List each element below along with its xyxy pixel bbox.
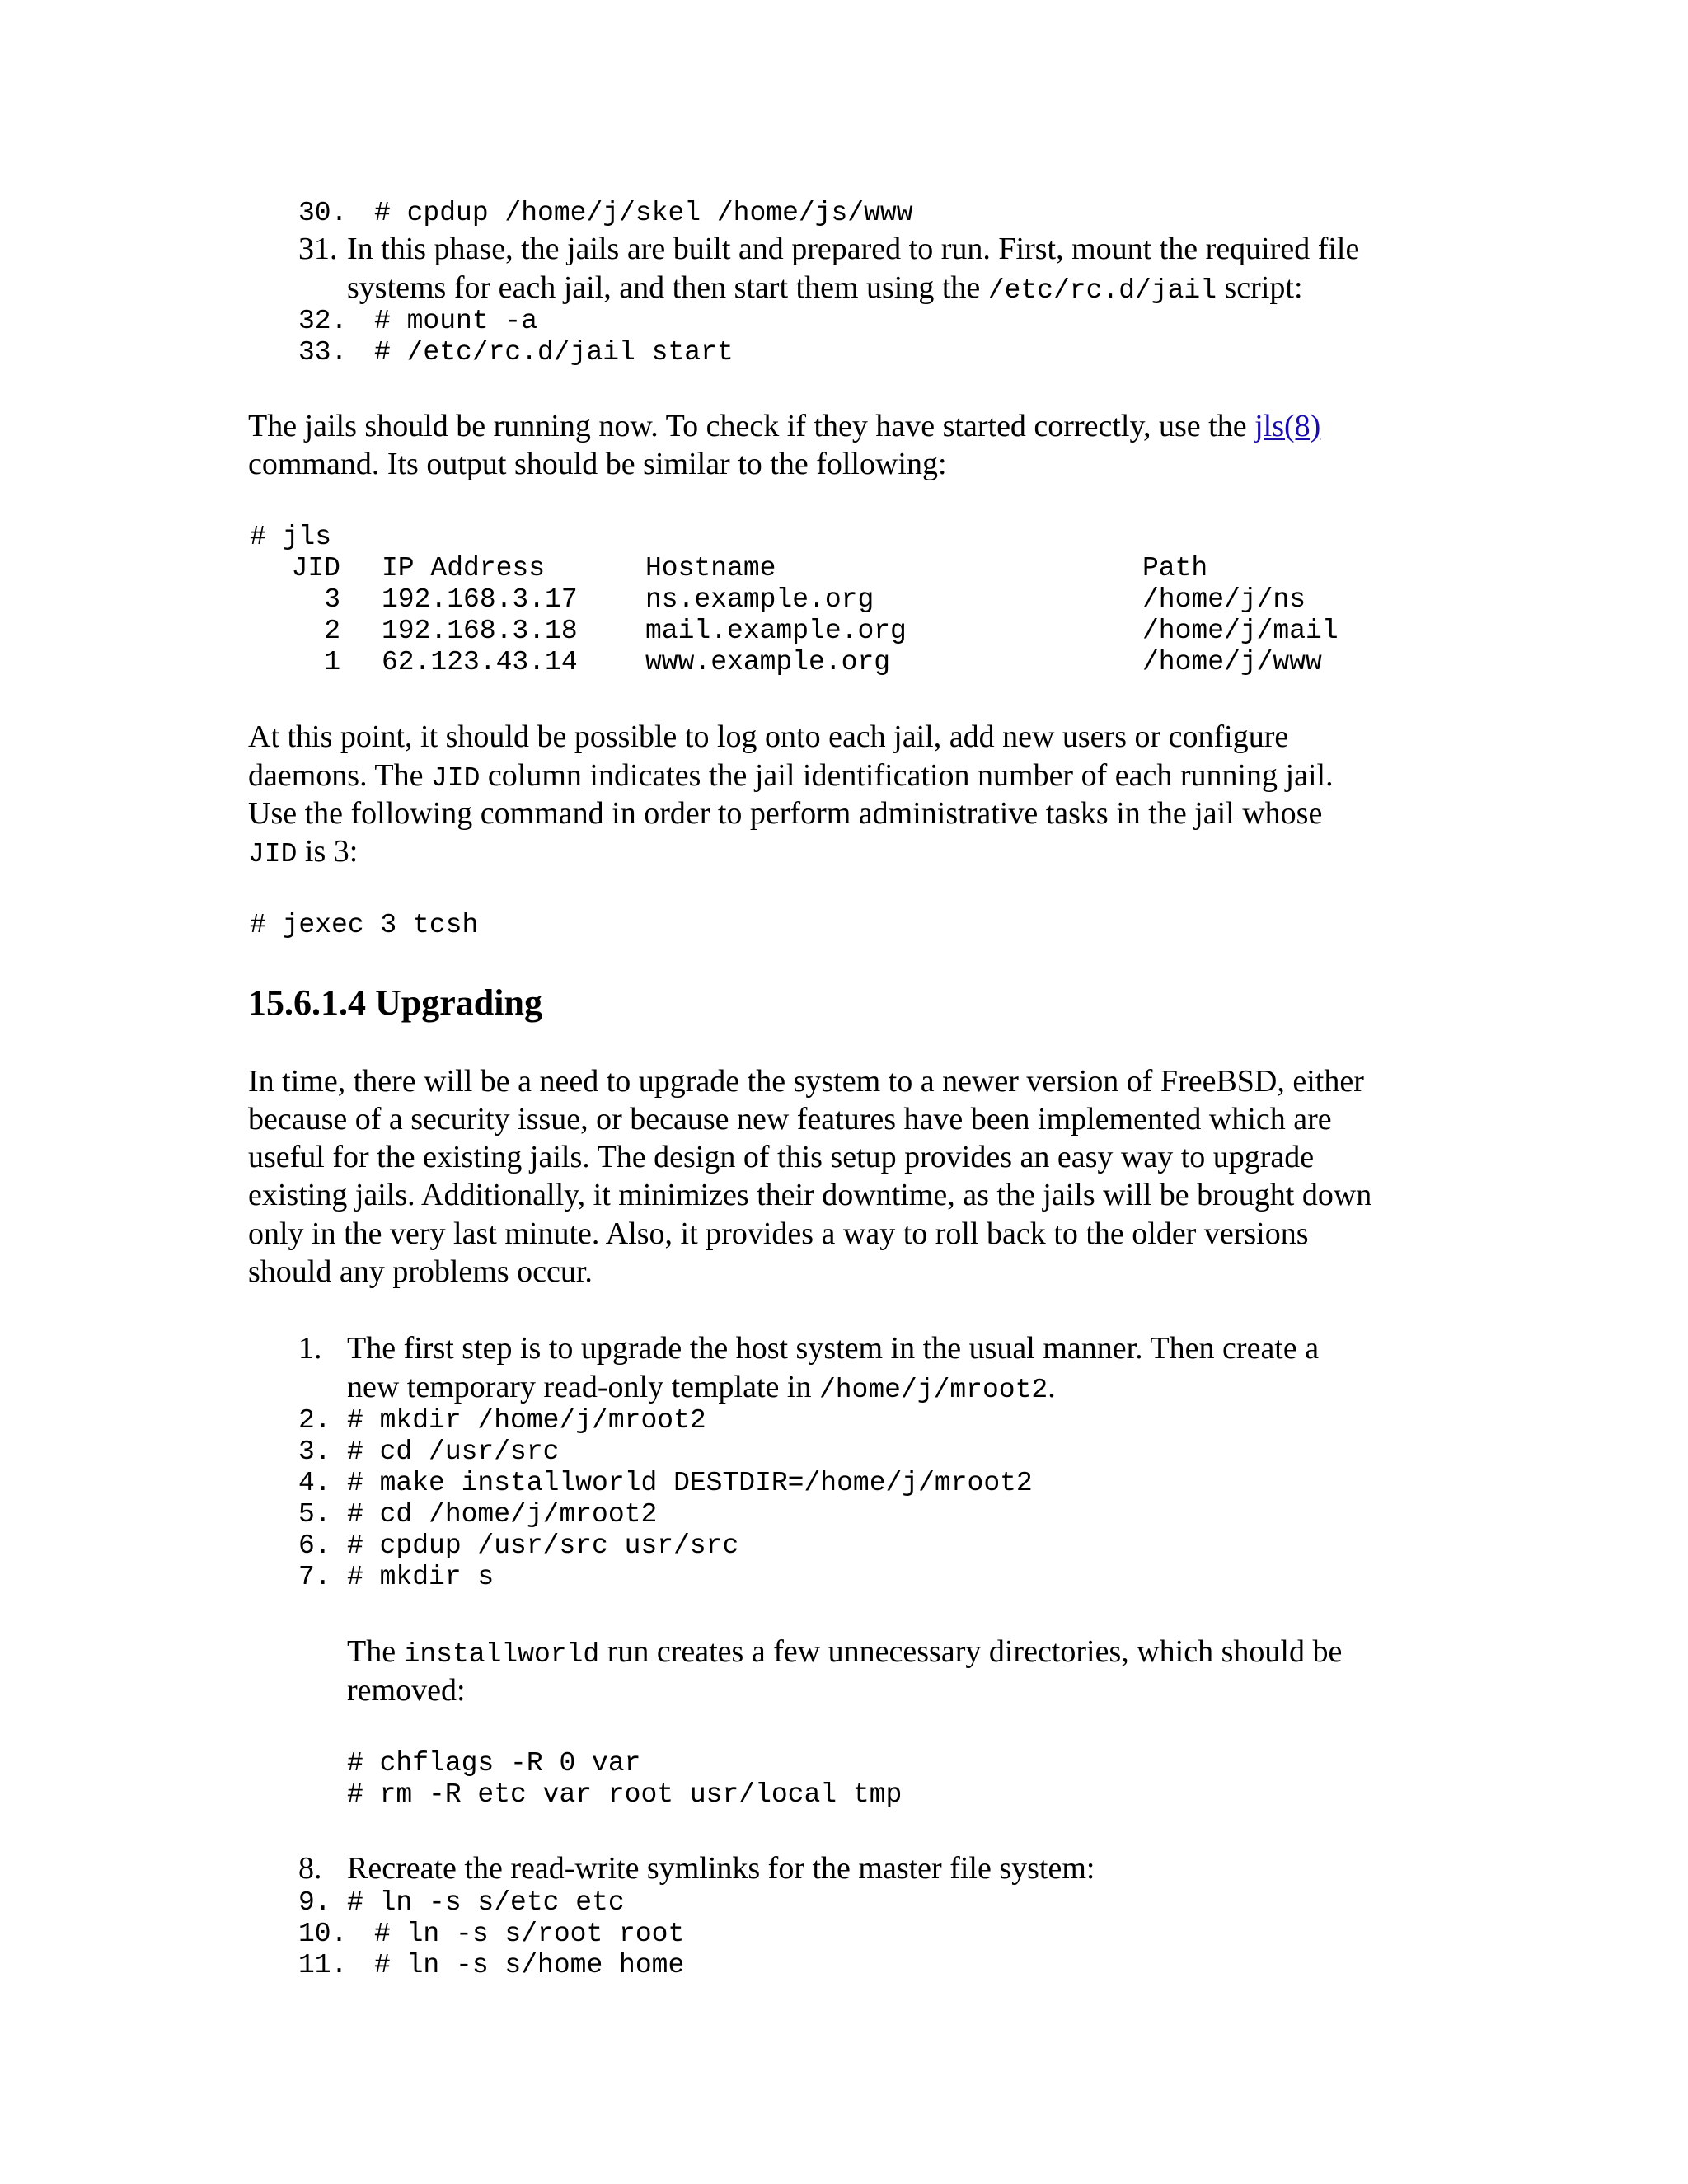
list-number: 33. xyxy=(298,337,348,368)
list-number: 10. xyxy=(298,1919,348,1949)
text-span: . xyxy=(1048,1370,1056,1404)
code-line: # mount -a xyxy=(374,306,538,336)
jls-cell-jid: 1 xyxy=(324,647,340,677)
paragraph-line: Use the following command in order to perform administrative tasks in the jail whose xyxy=(248,796,1323,831)
jls-header-jid: JID xyxy=(291,553,340,583)
jls-cell-hostname: www.example.org xyxy=(645,647,891,677)
jls-cell-ip: 62.123.43.14 xyxy=(382,647,578,677)
text-span: The jails should be running now. To check if they have started correctly, use the xyxy=(248,409,1255,443)
jls-cell-ip: 192.168.3.17 xyxy=(382,584,578,615)
jls-cell-hostname: ns.example.org xyxy=(645,584,874,615)
text-span: The xyxy=(347,1634,404,1669)
jls-header-hostname: Hostname xyxy=(645,553,776,583)
list-number: 30. xyxy=(298,198,348,228)
list-item-text xyxy=(347,1368,1056,1409)
list-item-text xyxy=(347,269,1303,310)
jls-command: # jls xyxy=(250,522,332,552)
jls-cell-path: /home/j/ns xyxy=(1142,584,1306,615)
note-text xyxy=(347,1633,1342,1674)
paragraph-line: command. Its output should be similar to the following: xyxy=(248,447,947,481)
paragraph-line xyxy=(248,757,1334,798)
list-number: 5. xyxy=(298,1499,331,1530)
code-line: # mkdir s xyxy=(347,1562,495,1592)
list-number: 8. xyxy=(298,1851,322,1886)
text-span: systems for each jail, and then start them using the xyxy=(347,270,988,305)
text-span: new temporary read-only template in xyxy=(347,1370,819,1404)
code-line: # cpdup /usr/src usr/src xyxy=(347,1530,739,1561)
inline-code: JID xyxy=(430,763,481,794)
jexec-command: # jexec 3 tcsh xyxy=(250,910,479,940)
text-span: is 3: xyxy=(297,834,359,869)
inline-code: /etc/rc.d/jail xyxy=(987,275,1217,306)
code-line: # ln -s s/root root xyxy=(374,1919,685,1949)
code-line: # rm -R etc var root usr/local tmp xyxy=(347,1779,903,1810)
code-line: # /etc/rc.d/jail start xyxy=(374,337,734,368)
jls-row xyxy=(250,647,1404,678)
list-number: 9. xyxy=(298,1887,331,1918)
list-number: 11. xyxy=(298,1950,348,1980)
paragraph-line: should any problems occur. xyxy=(248,1254,593,1289)
code-line: # ln -s s/etc etc xyxy=(347,1887,625,1918)
jls-cell-jid: 2 xyxy=(324,616,340,646)
paragraph-line: useful for the existing jails. The design of this setup provides an easy way to upgrade xyxy=(248,1140,1315,1174)
jls-header-ip: IP Address xyxy=(382,553,546,583)
code-line: # cpdup /home/j/skel /home/js/www xyxy=(374,198,913,228)
jls-cell-jid: 3 xyxy=(324,584,340,615)
section-heading: 15.6.1.4 Upgrading xyxy=(248,982,542,1023)
code-line: # mkdir /home/j/mroot2 xyxy=(347,1405,706,1436)
jls-cell-hostname: mail.example.org xyxy=(645,616,907,646)
jls-row xyxy=(250,584,1404,616)
list-item-text: Recreate the read-write symlinks for the master file system: xyxy=(347,1851,1095,1886)
note-text: removed: xyxy=(347,1673,466,1708)
jls-cell-path: /home/j/www xyxy=(1142,647,1322,677)
list-number: 6. xyxy=(298,1530,331,1561)
inline-code: JID xyxy=(248,839,298,869)
code-line: # make installworld DESTDIR=/home/j/mroot2 xyxy=(347,1468,1033,1498)
code-line: # cd /usr/src xyxy=(347,1436,560,1467)
list-number: 1. xyxy=(298,1331,322,1366)
code-line: # cd /home/j/mroot2 xyxy=(347,1499,658,1530)
jls-row xyxy=(250,616,1404,647)
inline-code: /home/j/mroot2 xyxy=(818,1375,1048,1405)
jls-man-link[interactable]: jls(8) xyxy=(1254,409,1321,443)
inline-code: installworld xyxy=(403,1639,600,1670)
jls-cell-path: /home/j/mail xyxy=(1142,616,1339,646)
list-item-text: The first step is to upgrade the host system in the usual manner. Then create a xyxy=(347,1331,1320,1366)
list-item-text: In this phase, the jails are built and prepared to run. First, mount the required file xyxy=(347,232,1360,266)
text-span: daemons. The xyxy=(248,758,431,793)
list-number: 31. xyxy=(298,232,338,266)
code-line: # chflags -R 0 var xyxy=(347,1748,641,1779)
jls-header-path: Path xyxy=(1142,553,1208,583)
text-span: column indicates the jail identification number of each running jail. xyxy=(480,758,1334,793)
list-number: 7. xyxy=(298,1562,331,1592)
paragraph-line xyxy=(248,832,358,874)
paragraph-line: because of a security issue, or because new features have been implemented which are xyxy=(248,1102,1332,1137)
list-number: 32. xyxy=(298,306,348,336)
paragraph-line: only in the very last minute. Also, it provides a way to roll back to the older versions xyxy=(248,1216,1309,1251)
paragraph-line: At this point, it should be possible to log onto each jail, add new users or configure xyxy=(248,719,1289,754)
paragraph-line: In time, there will be a need to upgrade the system to a newer version of FreeBSD, either xyxy=(248,1064,1364,1099)
code-line: # ln -s s/home home xyxy=(374,1950,685,1980)
list-number: 2. xyxy=(298,1405,331,1436)
text-span: run creates a few unnecessary directories, which should be xyxy=(599,1634,1343,1669)
list-number: 4. xyxy=(298,1468,331,1498)
paragraph-line xyxy=(248,407,1320,446)
text-span: script: xyxy=(1217,270,1303,305)
jls-cell-ip: 192.168.3.18 xyxy=(382,616,578,646)
jls-header-row xyxy=(250,553,1404,584)
paragraph-line: existing jails. Additionally, it minimizes their downtime, as the jails will be brought down xyxy=(248,1178,1372,1212)
list-number: 3. xyxy=(298,1436,331,1467)
